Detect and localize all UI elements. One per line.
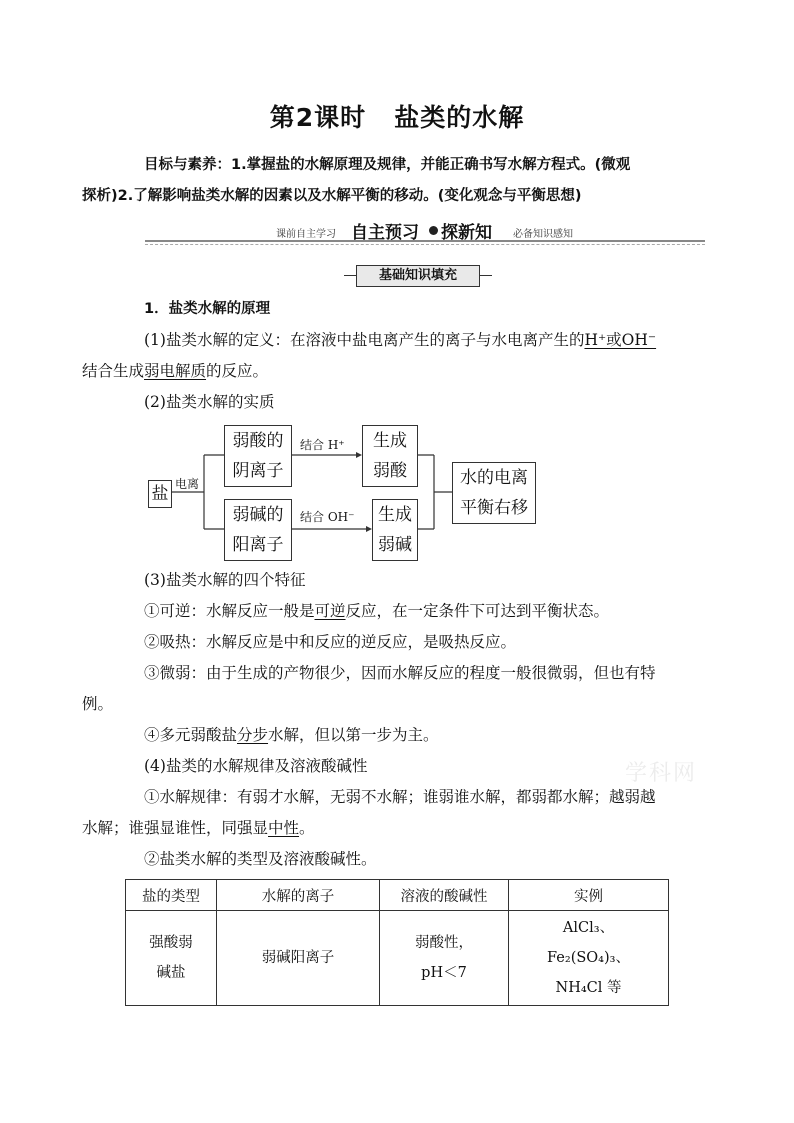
banner-title-1: 自主预习 (351, 223, 419, 243)
feature-reversible: ①可逆：水解反应一般是可逆反应，在一定条件下可达到平衡状态。 (144, 602, 610, 620)
combine-h-label: 结合 H⁺ (300, 438, 345, 452)
hydrolysis-essence-diagram (140, 424, 560, 564)
banner-title-2: 探新知 (441, 223, 492, 243)
table-cell: 弱酸性， pH＜7 (380, 911, 509, 1006)
weak-base-cation-box: 弱碱的 阳离子 (224, 499, 292, 561)
salt-box: 盐 (148, 480, 172, 508)
table-header: 溶液的酸碱性 (380, 880, 509, 911)
page-title (0, 98, 794, 134)
definition-paragraph: (1)盐类水解的定义：在溶液中盐电离产生的离子与水电离产生的H⁺或OH⁻ 结合生成弱电解质的反应。 (82, 331, 657, 380)
types-heading: ②盐类水解的类型及溶液酸碱性。 (144, 850, 377, 868)
essence-heading: (2)盐类水解的实质 (144, 393, 275, 411)
ionize-label: 电离 (175, 477, 200, 491)
feature-stepwise: ④多元弱酸盐分步水解，但以第一步为主。 (144, 726, 439, 744)
features-heading: (3)盐类水解的四个特征 (144, 571, 306, 589)
table-header: 盐的类型 (126, 880, 217, 911)
watermark: 学科网 (625, 761, 698, 786)
lesson-topic: 盐类的水解 (394, 103, 525, 132)
banner-separator-icon (429, 226, 438, 235)
weak-acid-anion-box: 弱酸的 阴离子 (224, 425, 292, 487)
rules-heading: (4)盐类的水解规律及溶液酸碱性 (144, 757, 368, 775)
table-cell: 强酸弱 碱盐 (126, 911, 217, 1006)
table-header: 实例 (509, 880, 669, 911)
learning-goals: 目标与素养：1.掌握盐的水解原理及规律，并能正确书写水解方程式。(微观 探析)2.了解影响盐类水解的因素以及水解平衡的移动。(变化观念与平衡思想) (82, 157, 631, 204)
section-tag: 基础知识填充 (356, 265, 480, 287)
lesson-number: 第2课时 (269, 103, 367, 132)
section-banner (145, 216, 705, 248)
feature-weak: ③微弱：由于生成的产物很少，因而水解反应的程度一般很微弱，但也有特 例。 (82, 664, 656, 713)
weak-base-box: 生成 弱碱 (372, 499, 418, 561)
table-header-row (126, 880, 669, 911)
table-cell: AlCl₃、 Fe₂(SO₄)₃、 NH₄Cl 等 (509, 911, 669, 1006)
water-ionization-box: 水的电离 平衡右移 (452, 462, 536, 524)
banner-left-caption: 课前自主学习 (276, 229, 336, 240)
blank-weak-electrolyte: 弱电解质 (144, 362, 207, 380)
combine-oh-label: 结合 OH⁻ (300, 510, 355, 524)
table-cell: 弱碱阳离子 (217, 911, 380, 1006)
table-row (126, 911, 669, 1006)
hydrolysis-types-table (125, 879, 669, 1006)
weak-acid-box: 生成 弱酸 (362, 425, 418, 487)
heading-hydrolysis-principle: 1．盐类水解的原理 (144, 301, 271, 317)
feature-endothermic: ②吸热：水解反应是中和反应的逆反应，是吸热反应。 (144, 633, 517, 651)
banner-right-caption: 必备知识感知 (513, 229, 573, 240)
table-header: 水解的离子 (217, 880, 380, 911)
hydrolysis-rules: ①水解规律：有弱才水解，无弱不水解；谁弱谁水解，都弱都水解；越弱越 水解；谁强显谁性，同强显中性。 (82, 788, 656, 837)
blank-ions: H⁺或OH⁻ (584, 331, 657, 349)
